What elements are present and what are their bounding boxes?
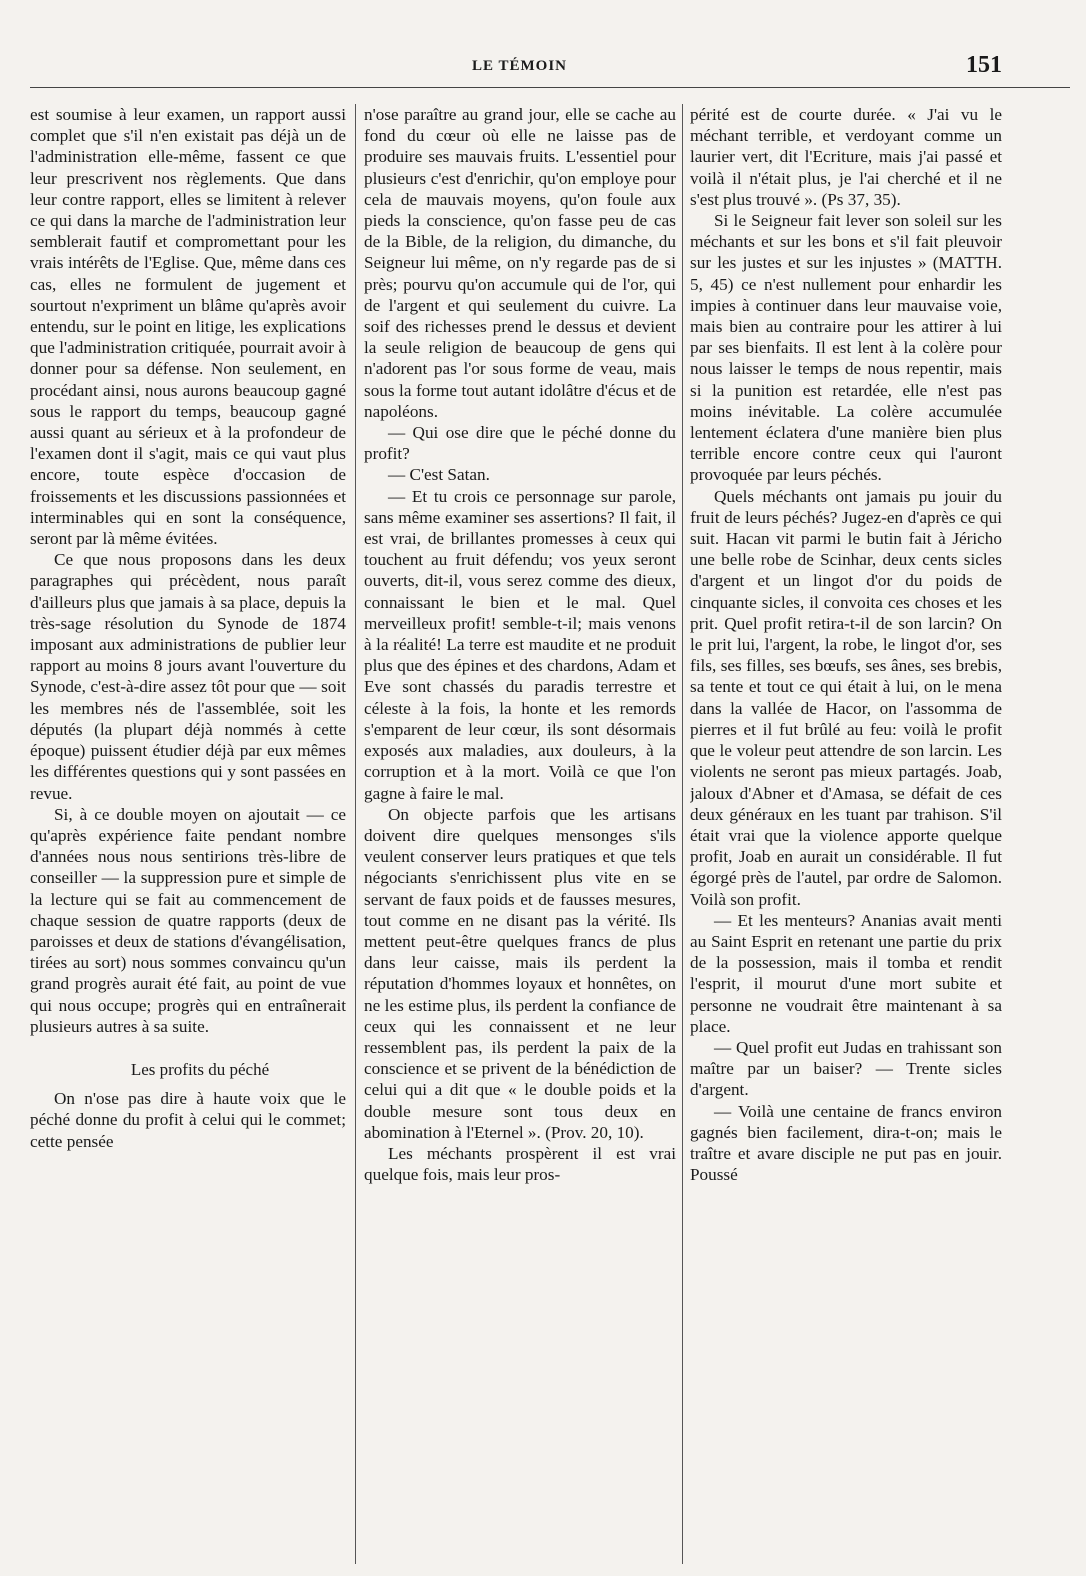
paragraph: périté est de courte durée. « J'ai vu le méchant terrible, et verdoyant comme un laurier vert, dit l'Ecriture, mais j'ai passé et voilà il n'était plus, je l'ai cherché et il ne s'est plus trouvé ». (Ps 37, 35). bbox=[690, 105, 1002, 209]
paragraph: — Et tu crois ce personnage sur parole, sans même examiner ses assertions? Il fait, il est vrai, de brillantes promesses à ceux qui touchent au fruit défendu; vos yeux seront ouverts, dit-il, vous serez comme des dieux, connaissant le bien et le mal. Quel merveilleux profit! semble-t-il; mais venons à la réalité! La terre est maudite et ne produit plus que des épines et des chardons, Adam et Eve sont chassés du paradis terrestre et céleste à la fois, la honte et les remords s'emparent de leur cœur, ils sont désormais exposés aux maladies, aux douleurs, à la corruption et à la mort. Voilà ce que l'on gagne à faire le mal. bbox=[364, 486, 676, 803]
column-divider-2 bbox=[682, 104, 683, 1564]
paragraph: On n'ose pas dire à haute voix que le péché donne du profit à celui qui le commet; cette pensée bbox=[30, 1089, 346, 1151]
journal-title: LE TÉMOIN bbox=[472, 58, 567, 74]
paragraph: On objecte parfois que les artisans doivent dire quelques mensonges s'ils veulent conserver leurs pratiques et que tels négociants s'enrichissent plus vite en se servant de faux poids et de fausses mesures, tout comme en ne disant pas la vérité. Ils mettent peut-être quelques francs de plus dans leur caisse, mais ils perdent la réputation d'hommes loyaux et honnêtes, on ne les estime plus, ils perdent la confiance de ceux qui les connaissent et ne leur ressemblent pas, ils perdent la paix de la conscience et se privent de la bénédiction de celui qui a dit que « le double poids et la double mesure sont tous deux en abomination à l'Eternel ». (Prov. 20, 10). bbox=[364, 804, 676, 1142]
paragraph: — Et les menteurs? Ananias avait menti au Saint Esprit en retenant une partie du prix de la possession, mais il tomba et rendit l'esprit, il mourut d'une mort subite et personne ne voudrait être maintenant à sa place. bbox=[690, 910, 1002, 1036]
column-divider-1 bbox=[355, 104, 356, 1564]
header-rule bbox=[30, 87, 1070, 88]
paragraph: n'ose paraître au grand jour, elle se cache au fond du cœur où elle ne laisse pas de produire ses mauvais fruits. L'essentiel pour plusieurs c'est d'enrichir, qu'on employe pour cela de mauvais moyens, qu'on foule aux pieds la conscience, qu'on fasse peu de cas de la Bible, de la religion, du dimanche, du Seigneur lui même, on n'y regarde pas de si près; pourvu qu'on accumule qui de l'or, qui de l'argent et qui seulement du cuivre. La soif des richesses prend le dessus et devient la seule religion de beaucoup de gens qui n'adorent pas l'or sous forme de veau, mais sous la forme tout autant idolâtre d'écus et de napoléons. bbox=[364, 105, 676, 421]
paragraph: est soumise à leur examen, un rapport aussi complet que s'il n'en existait pas déjà un de l'administration elle-même, fassent ce que leur prescrivent nos règlements. Que dans leur contre rapport, elles se limitent à relever ce qui dans la marche de l'administration leur semblerait fautif et compromettant pour les vrais intérêts de l'Eglise. Que, même dans ces cas, elles ne formulent de jugement et sourtout n'expriment un blâme qu'après avoir entendu, sur le point en litige, les explications que l'administration critiquée, pourrait avoir à donner pour sa défense. Non seulement, en procédant ainsi, nous aurons beaucoup gagné sous le rapport du temps, beaucoup gagné aussi quant au sérieux et à la profondeur de l'examen dont il s'agit, mais ce qui vaut plus encore, toute espèce d'occasion de froissements et les discussions passionnées et interminables qui en sont la conséquence, seront par là même évitées. bbox=[30, 105, 346, 549]
paragraph: Ce que nous proposons dans les deux paragraphes qui précèdent, nous paraît d'ailleurs plus que jamais à sa place, depuis la très-sage résolution du Synode de 1874 imposant aux administrations de publier leur rapport au moins 8 jours avant l'ouverture du Synode, c'est-à-dire assez tôt pour que — soit les membres nés de l'assemblée, soit les députés (la plupart déjà nommés à cette époque) puissent étudier déjà par eux mêmes les différentes questions qui y sont passées en revue. bbox=[30, 550, 346, 803]
paragraph: — Quel profit eut Judas en trahissant son maître par un baiser? — Trente sicles d'argent. bbox=[690, 1037, 1002, 1100]
section-title: Les profits du péché bbox=[130, 1059, 270, 1079]
paragraph: Si le Seigneur fait lever son soleil sur les méchants et sur les bons et s'il fait pleuvoir sur les justes et sur les injustes » (MATTH. 5, 45) ce n'est nullement pour enhardir les impies à continuer dans leur mauvaise voie, mais bien au contraire pour les attirer à lui par ses bienfaits. Il est lent à la colère pour nous laisser le temps de nous repentir, mais si la punition est retardée, elle n'est pas moins inévitable. La colère accumulée lentement éclatera d'une manière bien plus terrible encore contre ceux qui l'auront provoquée par leurs péchés. bbox=[690, 211, 1002, 485]
page-number: 151 bbox=[966, 52, 1002, 78]
paragraph: Si, à ce double moyen on ajoutait — ce qu'après expérience faite pendant nombre d'années nous nous sentirions très-libre de conseiller — la suppression pure et simple de la lecture qui se fait au commencement de chaque session de quatre rapports (deux de paroisses et deux de stations d'évangélisation, tirées au sort) nous sommes convaincu qu'un grand progrès aurait été fait, au point de vue qui nous occupe; progrès qui en entraînerait plusieurs autres à sa suite. bbox=[30, 804, 346, 1036]
column-1 bbox=[30, 104, 346, 1564]
column-3 bbox=[690, 104, 1002, 1564]
paragraph: Quels méchants ont jamais pu jouir du fruit de leurs péchés? Jugez-en d'après ce qui suit. Hacan vit parmi le butin fait à Jéricho une belle robe de Scinhar, deux cents sicles d'argent et un lingot d'or du poids de cinquante sicles, il convoita ces choses et les prit. Quel profit retira-t-il de son larcin? On le prit lui, l'argent, la robe, le lingot d'or, ses fils, ses filles, ses bœufs, ses ânes, ses brebis, sa tente et tout ce qui était à lui, on le mena dans la vallée de Hacor, on l'assomma de pierres et il fut brûlé au feu: voilà le profit que le voleur peut attendre de son larcin. Les violents ne seront pas mieux partagés. Joab, jaloux d'Abner et d'Amasa, se défait de ces deux généraux en les tuant par trahison. S'il était vrai que la violence apporte quelque profit, Joab en aurait un considérable. Il fut égorgé près de l'autel, par ordre de Salomon. Voilà son profit. bbox=[690, 486, 1002, 909]
paragraph: — Voilà une centaine de francs environ gagnés bien facilement, dira-t-on; mais le traître et avare disciple ne put pas en jouir. Poussé bbox=[690, 1101, 1002, 1185]
paragraph: — C'est Satan. bbox=[388, 465, 490, 485]
column-2 bbox=[364, 104, 676, 1564]
paragraph: — Qui ose dire que le péché donne du profit? bbox=[364, 423, 676, 464]
paragraph: Les méchants prospèrent il est vrai quelque fois, mais leur pros- bbox=[364, 1143, 676, 1185]
page-header bbox=[0, 48, 1086, 88]
